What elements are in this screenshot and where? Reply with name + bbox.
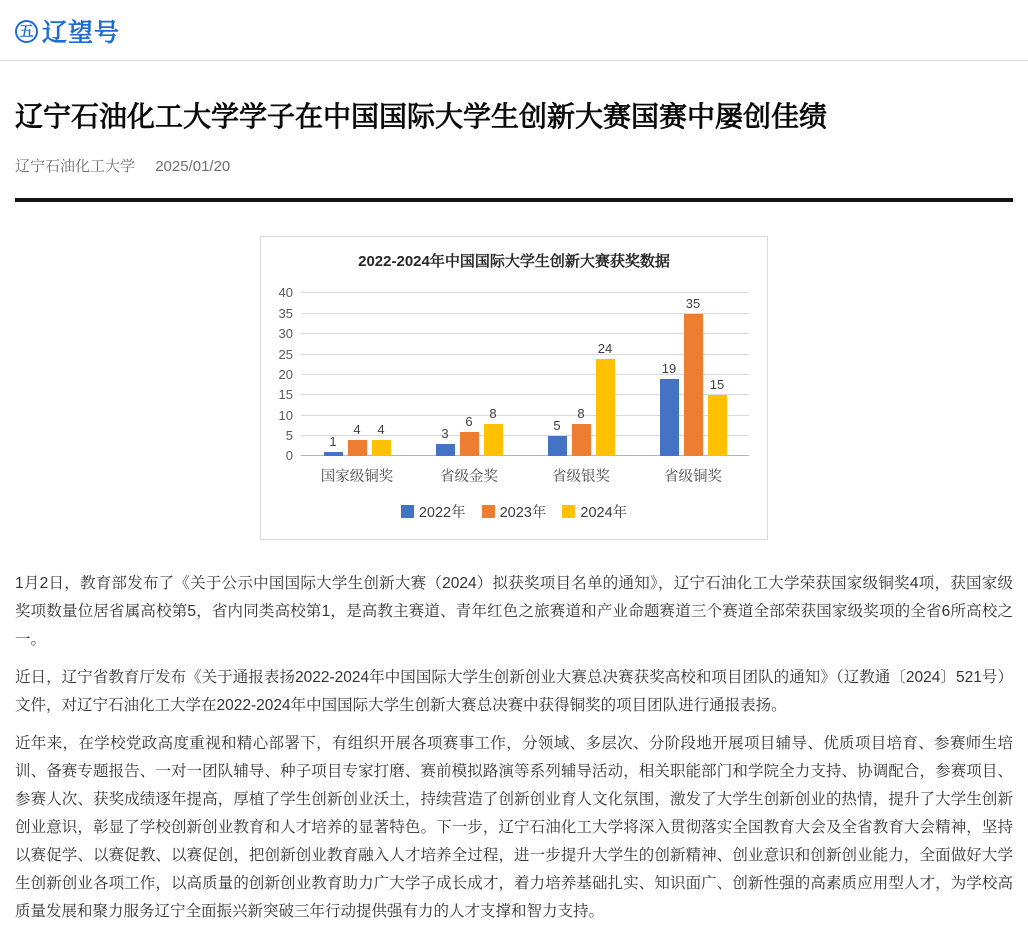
bar-with-label	[572, 293, 591, 456]
bar-value-label: 1	[329, 434, 337, 450]
bar-with-label	[324, 293, 343, 456]
y-axis-tick-label: 40	[278, 285, 293, 301]
article-body	[15, 570, 1013, 926]
legend-item	[562, 501, 627, 522]
bar	[484, 424, 503, 457]
bar-value-label: 24	[597, 340, 613, 356]
article-source: 辽宁石油化工大学	[15, 158, 136, 176]
legend-item	[482, 501, 547, 522]
bar-value-label: 4	[353, 422, 361, 438]
category-label: 省级铜奖	[664, 469, 722, 486]
bar	[324, 452, 343, 456]
bar-value-label: 4	[377, 422, 385, 438]
bar-group	[301, 293, 413, 456]
bar	[708, 395, 727, 456]
bar-value-label: 35	[685, 295, 701, 311]
bars-layer	[301, 293, 749, 456]
y-axis-tick-label: 5	[285, 428, 293, 444]
article-byline	[15, 155, 1013, 176]
bar	[372, 440, 391, 456]
bar-with-label	[372, 293, 391, 456]
bar	[548, 436, 567, 456]
site-logo[interactable]	[15, 13, 120, 49]
bar-value-label: 3	[441, 426, 449, 442]
bar-with-label	[548, 293, 567, 456]
article-date: 2025/01/20	[155, 158, 231, 176]
category-label: 省级银奖	[552, 469, 610, 486]
chart-title: 2022-2024年中国国际大学生创新大赛获奖数据	[358, 253, 670, 271]
award-bar-chart	[260, 236, 768, 540]
chart-x-axis	[301, 465, 749, 486]
bar-with-label	[596, 293, 615, 456]
legend-swatch	[482, 505, 495, 518]
bar	[684, 314, 703, 457]
category-label: 省级金奖	[440, 469, 498, 486]
legend-swatch	[401, 505, 414, 518]
bar-value-label: 8	[577, 405, 585, 421]
site-logo-text: 辽望号	[42, 19, 121, 47]
bar	[660, 379, 679, 456]
bar-with-label	[684, 293, 703, 456]
bar-with-label	[436, 293, 455, 456]
y-axis-tick-label: 10	[278, 407, 293, 423]
y-axis-tick-label: 25	[278, 346, 293, 362]
y-axis-tick-label: 15	[278, 387, 293, 403]
bar	[348, 440, 367, 456]
y-axis-tick-label: 30	[278, 326, 293, 342]
legend-item	[401, 501, 466, 522]
legend-label: 2023年	[499, 505, 547, 522]
bar-value-label: 15	[709, 377, 725, 393]
bar-with-label	[348, 293, 367, 456]
chart-plot-area	[278, 285, 749, 464]
y-axis-tick-label: 35	[278, 305, 293, 321]
bar	[596, 359, 615, 457]
article-paragraph: 近日，辽宁省教育厅发布《关于通报表扬2022-2024年中国国际大学生创新创业大赛总决赛获奖高校和项目团队的通知》（辽教通〔2024〕521号）文件，对辽宁石油化工大学在2022-2024年中国国际大学生创新大赛总决赛中获得铜奖的项目团队进行通报表扬。	[15, 669, 1013, 715]
article-paragraph: 近年来，在学校党政高度重视和精心部署下，有组织开展各项赛事工作，分领域、多层次、分阶段地开展项目辅导、优质项目培育、参赛师生培训、备赛专题报告、一对一团队辅导、种子项目专家打磨、赛前模拟路演等系列辅导活动，相关职能部门和学院全力支持、协调配合，参赛项目、参赛人次、获奖成绩逐年提高，厚植了学生创新创业沃土，持续营造了创新创业育人文化氛围，激发了大学生创新创业的热情，提升了大学生创新创业意识，彰显了学校创新创业教育和人才培养的显著特色。下一步，辽宁石油化工大学将深入贯彻落实全国教育大会及全省教育大会精神，坚持以赛促学、以赛促教、以赛促创，把创新创业教育融入人才培养全过程，进一步提升大学生的创新精神、创业意识和创新创业能力，全面做好大学生创新创业各项工作，以高质量的创新创业教育助力广大学子成长成才，着力培养基础扎实、知识面广、创新性强的高素质应用型人才，为学校高质量发展和聚力服务辽宁全面振兴新突破三年行动提供强有力的人才支撑和智力支持。	[15, 735, 1013, 921]
bar-group	[637, 293, 749, 456]
bar	[572, 424, 591, 457]
legend-label: 2024年	[580, 505, 628, 522]
article	[0, 99, 1028, 926]
legend-swatch	[562, 505, 575, 518]
bar-with-label	[460, 293, 479, 456]
chart-legend	[261, 501, 767, 539]
bar-group	[525, 293, 637, 456]
bar	[460, 432, 479, 456]
bar-value-label: 8	[489, 405, 497, 421]
bar-value-label: 5	[553, 418, 561, 434]
bar	[436, 444, 455, 456]
category-label: 国家级铜奖	[320, 469, 394, 486]
bar-value-label: 19	[661, 360, 677, 376]
bar-with-label	[660, 293, 679, 456]
y-axis-tick-label: 20	[278, 366, 293, 382]
title-divider	[15, 198, 1013, 202]
bar-with-label	[708, 293, 727, 456]
bar-group	[413, 293, 525, 456]
site-header	[0, 0, 1028, 61]
article-paragraph: 1月2日，教育部发布了《关于公示中国国际大学生创新大赛（2024）拟获奖项目名单的通知》，辽宁石油化工大学荣获国家级铜奖4项，获国家级奖项数量位居省属高校第5，省内同类高校第1，是高教主赛道、青年红色之旅赛道和产业命题赛道三个赛道全部荣获国家级奖项的全省6所高校之一。	[15, 575, 1013, 649]
liaowang-logo-icon: 五	[15, 20, 38, 43]
legend-label: 2022年	[418, 505, 466, 522]
y-axis-tick-label: 0	[285, 448, 293, 464]
bar-value-label: 6	[465, 413, 473, 429]
bar-with-label	[484, 293, 503, 456]
article-title: 辽宁石油化工大学学子在中国国际大学生创新大赛国赛中屡创佳绩	[15, 101, 828, 132]
